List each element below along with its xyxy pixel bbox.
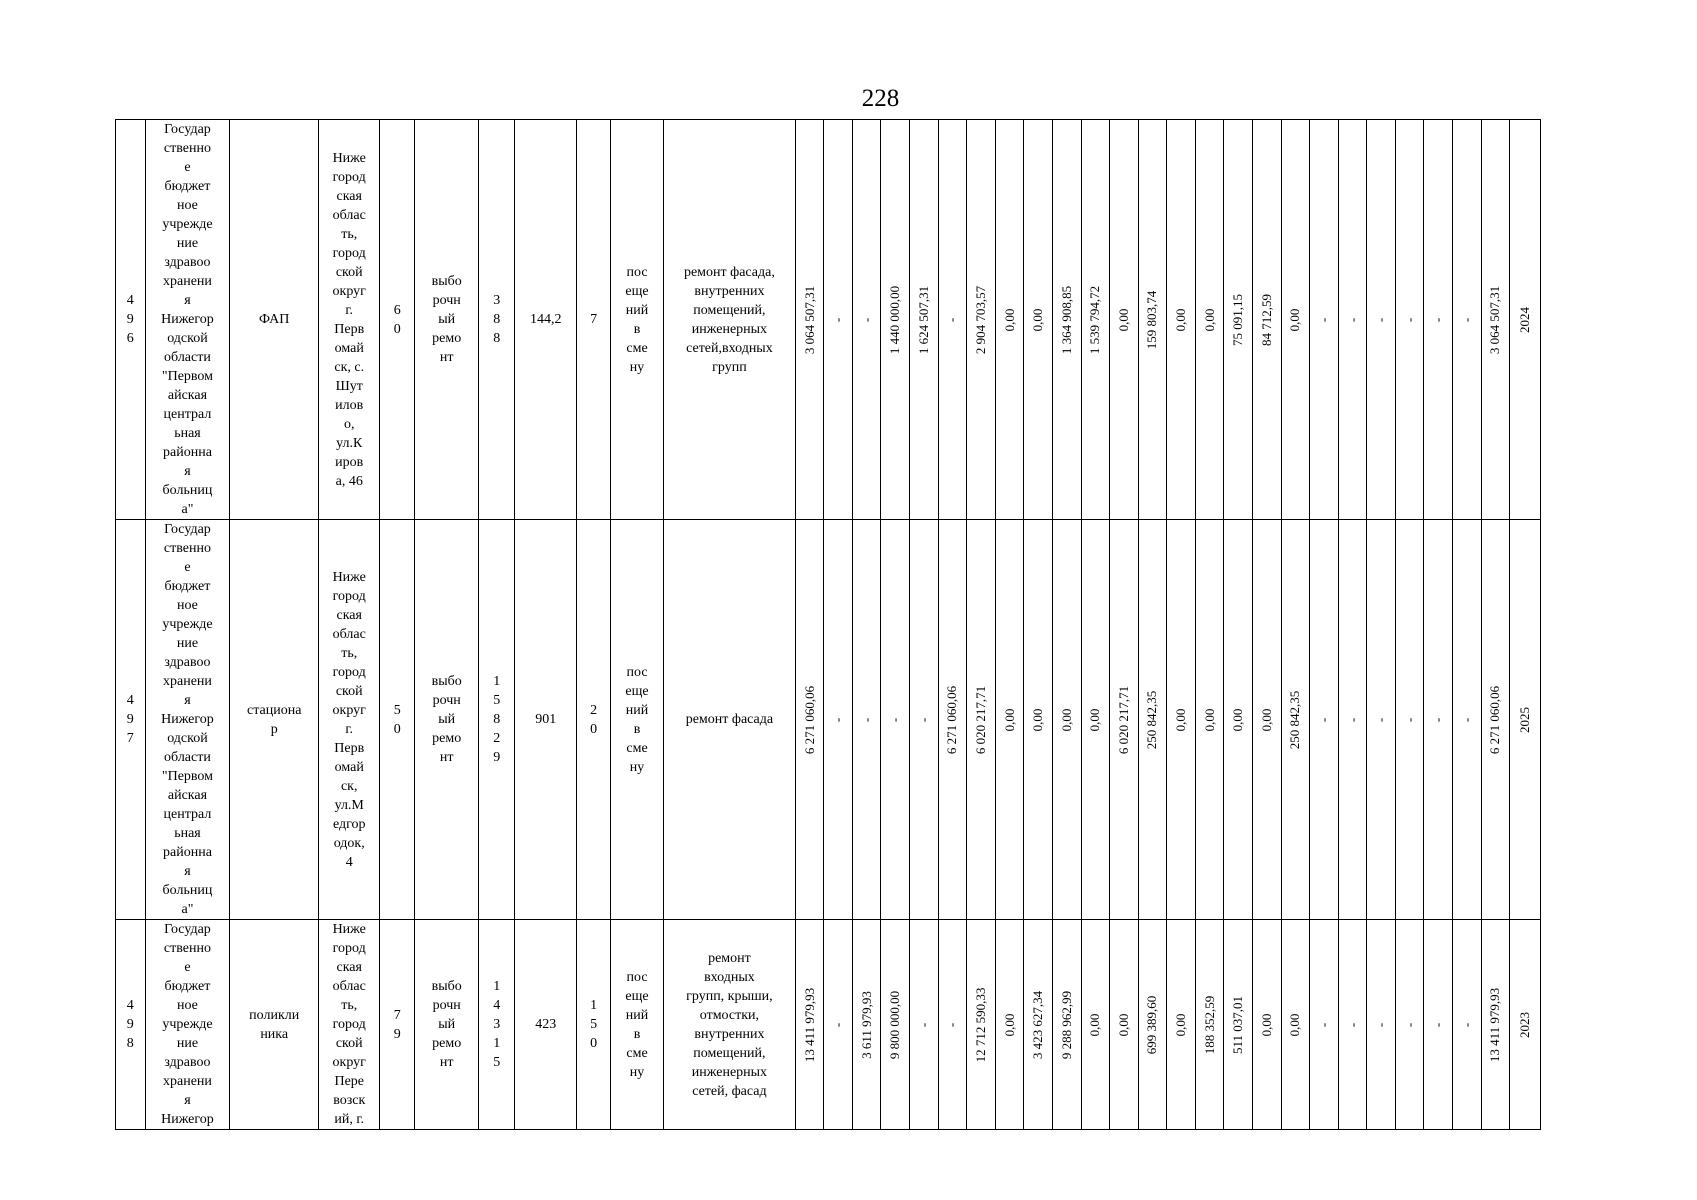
amount-value: 250 842,35	[1144, 690, 1160, 749]
amount-cell	[1310, 920, 1339, 1130]
amount-cell	[1424, 920, 1453, 1130]
amount-value: 0,00	[1258, 1013, 1274, 1036]
capacity-unit: пос еще ний в сме ну	[611, 120, 664, 520]
row-number: 4 9 6	[116, 120, 146, 520]
amount-cell	[1052, 920, 1081, 1130]
amount-cell	[1167, 120, 1196, 520]
amount-cell	[1081, 920, 1110, 1130]
column-5-value: 7 9	[380, 920, 415, 1130]
amount-value: 0,00	[1115, 1013, 1131, 1036]
amount-value: 84 712,59	[1258, 293, 1274, 346]
amount-cell	[1081, 520, 1110, 920]
amount-cell	[1453, 920, 1482, 1130]
amount-value: 0,00	[1173, 708, 1189, 731]
amount-value: 6 271 060,06	[801, 685, 817, 754]
year-value: 2023	[1517, 1011, 1533, 1038]
facility-address: Ниже город ская облас ть, город ской округ Пере возск ий, г.	[319, 920, 380, 1130]
amount-value: -	[858, 317, 874, 322]
amount-cell	[1310, 120, 1339, 520]
amount-cell	[881, 920, 910, 1130]
amount-cell	[1110, 520, 1139, 920]
amount-value: -	[887, 717, 903, 722]
amount-cell	[824, 520, 853, 920]
area-value: 423	[515, 920, 577, 1130]
amount-cell	[1138, 120, 1167, 520]
amount-value: -	[1373, 317, 1389, 322]
amount-cell	[881, 120, 910, 520]
amount-cell	[1024, 120, 1053, 520]
facility-address: Ниже город ская облас ть, город ской округ г. Перв омай ск, с. Шут илов о, ул.К иров а, 46	[319, 120, 380, 520]
area-value: 144,2	[515, 120, 577, 520]
amount-value: 9 800 000,00	[887, 990, 903, 1059]
work-type: выбо рочн ый ремо нт	[415, 120, 479, 520]
amount-cell	[795, 120, 824, 520]
amount-cell	[1310, 520, 1339, 920]
amount-cell	[1138, 920, 1167, 1130]
amount-cell	[1424, 120, 1453, 520]
amount-value: 0,00	[1287, 308, 1303, 331]
amount-value: 0,00	[1258, 708, 1274, 731]
amount-value: 3 064 507,31	[1487, 285, 1503, 354]
amount-cell	[910, 520, 939, 920]
institution-name: Государ ственно е бюджет ное учрежде ние здравоо хранени я Нижегор одской области "Первом айская централ ьная районна я больниц а"	[145, 120, 230, 520]
amount-value: 0,00	[1030, 708, 1046, 731]
amount-value: 511 037,01	[1230, 995, 1246, 1054]
facility-address: Ниже город ская облас ть, город ской округ г. Перв омай ск, ул.М едгор одок, 4	[319, 520, 380, 920]
amount-cell	[938, 920, 967, 1130]
amount-cell	[852, 120, 881, 520]
amount-cell	[1395, 520, 1424, 920]
amount-cell	[1224, 120, 1253, 520]
amount-cell	[1024, 920, 1053, 1130]
amount-value: -	[1458, 717, 1474, 722]
amount-cell	[1510, 120, 1541, 520]
column-9-value: 2 0	[577, 520, 611, 920]
data-table	[115, 119, 1541, 1130]
amount-value: 699 389,60	[1144, 995, 1160, 1054]
work-type: выбо рочн ый ремо нт	[415, 920, 479, 1130]
amount-value: 1 440 000,00	[887, 285, 903, 354]
amount-value: -	[1315, 317, 1331, 322]
amount-cell	[1395, 920, 1424, 1130]
amount-value: 6 020 217,71	[1115, 685, 1131, 754]
amount-value: 0,00	[1030, 308, 1046, 331]
amount-value: 0,00	[1230, 708, 1246, 731]
amount-value: -	[1315, 1022, 1331, 1027]
amount-value: 159 803,74	[1144, 290, 1160, 349]
amount-cell	[1481, 920, 1510, 1130]
amount-value: -	[1344, 317, 1360, 322]
amount-cell	[967, 120, 996, 520]
amount-value: 188 352,59	[1201, 995, 1217, 1054]
table-row	[116, 520, 1541, 920]
column-5-value: 6 0	[380, 120, 415, 520]
amount-cell	[824, 120, 853, 520]
column-7-value: 1 4 3 1 5	[479, 920, 515, 1130]
amount-cell	[852, 920, 881, 1130]
amount-cell	[995, 120, 1024, 520]
amount-value: 12 712 590,33	[973, 987, 988, 1062]
amount-cell	[1338, 920, 1367, 1130]
amount-cell	[1195, 920, 1224, 1130]
amount-value: -	[944, 1022, 960, 1027]
amount-cell	[938, 120, 967, 520]
amount-cell	[938, 520, 967, 920]
amount-value: -	[858, 717, 874, 722]
amount-value: 0,00	[1001, 1013, 1017, 1036]
amount-cell	[1052, 120, 1081, 520]
facility-type: поликли ника	[230, 920, 319, 1130]
amount-value: -	[1401, 1022, 1417, 1027]
column-9-value: 1 5 0	[577, 920, 611, 1130]
amount-value: -	[830, 317, 846, 322]
row-number: 4 9 7	[116, 520, 146, 920]
amount-cell	[1367, 920, 1396, 1130]
amount-cell	[1024, 520, 1053, 920]
amount-cell	[995, 920, 1024, 1130]
amount-value: 1 624 507,31	[915, 285, 931, 354]
work-description: ремонт входных групп, крыши, отмостки, внутренних помещений, инженерных сетей, фасад	[664, 920, 796, 1130]
amount-cell	[881, 520, 910, 920]
facility-type: стациона р	[230, 520, 319, 920]
amount-cell	[1253, 120, 1282, 520]
column-9-value: 7	[577, 120, 611, 520]
amount-value: 13 411 979,93	[1487, 987, 1503, 1062]
amount-cell	[1281, 520, 1310, 920]
amount-cell	[967, 520, 996, 920]
amount-cell	[1367, 120, 1396, 520]
amount-value: 0,00	[1058, 708, 1074, 731]
amount-cell	[1224, 920, 1253, 1130]
amount-value: -	[1401, 317, 1417, 322]
amount-cell	[910, 920, 939, 1130]
amount-value: 1 539 794,72	[1087, 285, 1103, 354]
year-value: 2024	[1517, 306, 1533, 333]
amount-value: 0,00	[1287, 1013, 1303, 1036]
capacity-unit: пос еще ний в сме ну	[611, 920, 664, 1130]
amount-value: -	[1430, 717, 1446, 722]
amount-value: 6 271 060,06	[1487, 685, 1503, 754]
amount-value: 0,00	[1115, 308, 1131, 331]
amount-value: 0,00	[1001, 708, 1017, 731]
amount-cell	[1195, 520, 1224, 920]
amount-cell	[1253, 520, 1282, 920]
amount-cell	[852, 520, 881, 920]
amount-value: 75 091,15	[1230, 293, 1246, 346]
amount-cell	[910, 120, 939, 520]
amount-value: 0,00	[1173, 1013, 1189, 1036]
amount-value: -	[944, 317, 960, 322]
amount-cell	[1367, 520, 1396, 920]
column-7-value: 1 5 8 2 9	[479, 520, 515, 920]
amount-cell	[995, 520, 1024, 920]
page-number: 228	[861, 85, 900, 112]
amount-cell	[1281, 120, 1310, 520]
table-row	[116, 120, 1541, 520]
amount-cell	[1167, 920, 1196, 1130]
amount-value: -	[1315, 717, 1331, 722]
amount-cell	[1338, 520, 1367, 920]
facility-type: ФАП	[230, 120, 319, 520]
column-7-value: 3 8 8	[479, 120, 515, 520]
amount-cell	[795, 520, 824, 920]
amount-cell	[1224, 520, 1253, 920]
amount-value: 3 611 979,93	[858, 990, 874, 1059]
work-type: выбо рочн ый ремо нт	[415, 520, 479, 920]
amount-value: -	[1430, 1022, 1446, 1027]
amount-cell	[1424, 520, 1453, 920]
amount-cell	[967, 920, 996, 1130]
amount-cell	[1453, 120, 1482, 520]
amount-value: 3 423 627,34	[1030, 990, 1046, 1059]
amount-value: -	[1458, 317, 1474, 322]
amount-cell	[1281, 920, 1310, 1130]
amount-cell	[1167, 520, 1196, 920]
amount-cell	[795, 920, 824, 1130]
amount-value: 0,00	[1201, 708, 1217, 731]
amount-value: 250 842,35	[1287, 690, 1303, 749]
amount-cell	[1138, 520, 1167, 920]
amount-cell	[1338, 120, 1367, 520]
column-5-value: 5 0	[380, 520, 415, 920]
amount-value: 0,00	[1087, 708, 1103, 731]
amount-value: -	[915, 717, 931, 722]
amount-cell	[1453, 520, 1482, 920]
amount-value: 0,00	[1201, 308, 1217, 331]
amount-cell	[1481, 520, 1510, 920]
amount-value: 0,00	[1087, 1013, 1103, 1036]
amount-value: 2 904 703,57	[973, 285, 988, 354]
work-description: ремонт фасада	[664, 520, 796, 920]
year-value: 2025	[1517, 706, 1533, 733]
work-description: ремонт фасада, внутренних помещений, инженерных сетей,входных групп	[664, 120, 796, 520]
amount-value: -	[830, 1022, 846, 1027]
amount-value: -	[830, 717, 846, 722]
amount-value: 1 364 908,85	[1058, 285, 1074, 354]
amount-value: 9 288 962,99	[1058, 990, 1074, 1059]
capacity-unit: пос еще ний в сме ну	[611, 520, 664, 920]
amount-value: -	[1344, 1022, 1360, 1027]
amount-cell	[1510, 520, 1541, 920]
amount-cell	[1052, 520, 1081, 920]
amount-value: -	[1401, 717, 1417, 722]
amount-value: -	[1430, 317, 1446, 322]
amount-value: -	[915, 1022, 931, 1027]
amount-cell	[1110, 920, 1139, 1130]
amount-cell	[1510, 920, 1541, 1130]
amount-value: 13 411 979,93	[801, 987, 817, 1062]
amount-cell	[824, 920, 853, 1130]
amount-value: -	[1458, 1022, 1474, 1027]
amount-cell	[1195, 120, 1224, 520]
row-number: 4 9 8	[116, 920, 146, 1130]
amount-value: 6 271 060,06	[944, 685, 960, 754]
amount-cell	[1081, 120, 1110, 520]
amount-value: -	[1373, 717, 1389, 722]
table-row	[116, 920, 1541, 1130]
amount-cell	[1253, 920, 1282, 1130]
amount-value: 6 020 217,71	[973, 685, 988, 754]
amount-cell	[1110, 120, 1139, 520]
area-value: 901	[515, 520, 577, 920]
amount-value: -	[1344, 717, 1360, 722]
amount-value: -	[1373, 1022, 1389, 1027]
institution-name: Государ ственно е бюджет ное учрежде ние здравоо хранени я Нижегор	[145, 920, 230, 1130]
amount-cell	[1395, 120, 1424, 520]
institution-name: Государ ственно е бюджет ное учрежде ние здравоо хранени я Нижегор одской области "Первом айская централ ьная районна я больниц а"	[145, 520, 230, 920]
amount-value: 3 064 507,31	[801, 285, 817, 354]
amount-cell	[1481, 120, 1510, 520]
amount-value: 0,00	[1001, 308, 1017, 331]
amount-value: 0,00	[1173, 308, 1189, 331]
